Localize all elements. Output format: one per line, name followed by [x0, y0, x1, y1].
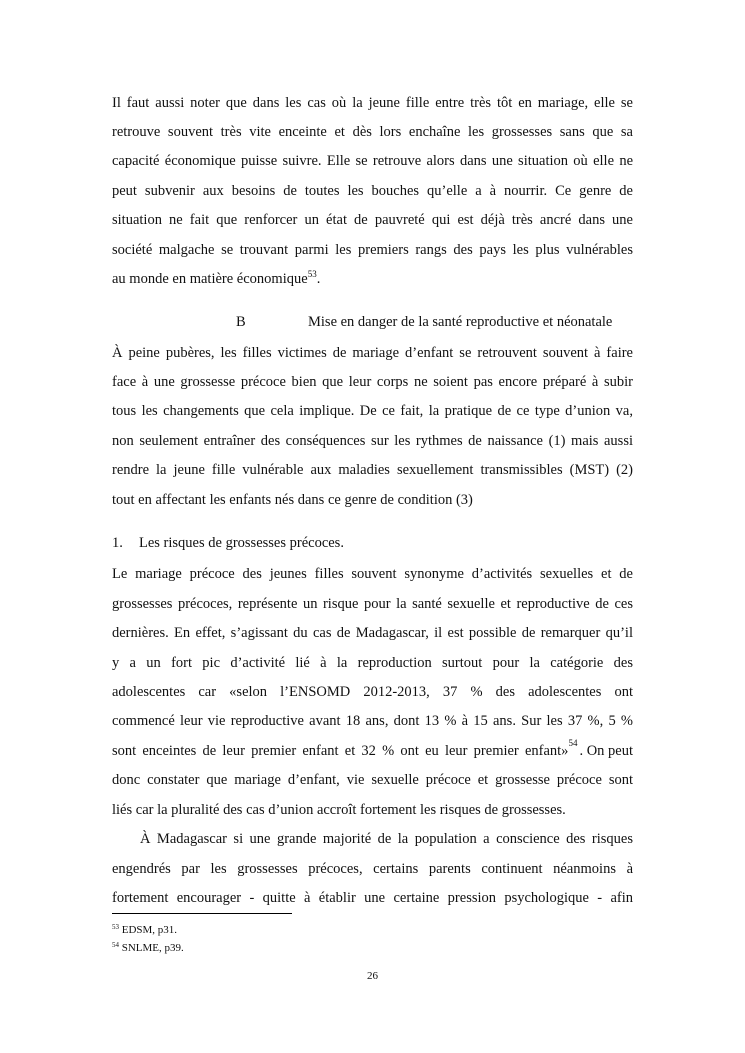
paragraph3-line: Le mariage précoce des jeunes filles souvent synonyme d’activités sexuelles et de: [112, 566, 633, 582]
paragraph3-line: dernières. En effet, s’agissant du cas de Madagascar, il est possible de remarquer qu’il: [112, 625, 633, 641]
page-number: 26: [367, 970, 378, 982]
footnote-text: SNLME, p39.: [121, 942, 184, 954]
paragraph3-line-with-note: [112, 738, 633, 760]
paragraph2-line: tous les changements que cela implique. De ce fait, la pratique de ce type d’union va,: [112, 403, 633, 419]
paragraph2-line: face à une grossesse précoce bien que leur corps ne soient pas encore préparé à subir: [112, 374, 633, 390]
paragraph4-line: engendrés par les grossesses précoces, certains parents continuent néanmoins à: [112, 861, 633, 877]
paragraph2-line: tout en affectant les enfants nés dans ce genre de condition (3): [112, 492, 473, 508]
paragraph1-last-line: [112, 271, 633, 288]
paragraph1-line: situation ne fait que renforcer un état de pauvreté qui est déjà très ancré dans une: [112, 212, 633, 228]
paragraph4-line: fortement encourager - quitte à établir une certaine pression psychologique - afin: [112, 890, 633, 906]
paragraph2-line: À peine pubères, les filles victimes de mariage d’enfant se retrouvent souvent à faire: [112, 345, 633, 361]
paragraph3-line: donc constater que mariage d’enfant, vie sexuelle précoce et grossesse précoce sont: [112, 772, 633, 788]
section-letter: B: [236, 314, 246, 330]
footnote-number: 53: [112, 923, 119, 931]
paragraph3-line: grossesses précoces, représente un risque pour la santé sexuelle et reproductive de ces: [112, 596, 633, 612]
paragraph3-line: y a un fort pic d’activité lié à la reproduction surtout pour la catégorie des: [112, 655, 633, 671]
paragraph2-line: non seulement entraîner des conséquences sur les rythmes de naissance (1) mais aussi: [112, 433, 633, 449]
paragraph1-line-text: au monde en matière économique: [112, 271, 308, 287]
paragraph1-line: capacité économique puisse suivre. Elle se retrouve alors dans une situation où elle ne: [112, 153, 633, 169]
paragraph1-line: société malgache se trouvant parmi les premiers rangs des pays les plus vulnérables: [112, 242, 633, 258]
paragraph1-line: Il faut aussi noter que dans les cas où la jeune fille entre très tôt en mariage, elle se: [112, 95, 633, 111]
footnote-separator: [112, 913, 292, 914]
footnote-ref-54[interactable]: 54: [568, 738, 578, 748]
paragraph3-line-tail: . On peut: [579, 743, 633, 759]
paragraph1-line: peut subvenir aux besoins de toutes les bouches qu’elle a à nourrir. Ce genre de: [112, 183, 633, 199]
subsection-title: Les risques de grossesses précoces.: [139, 535, 344, 551]
footnote-ref-53[interactable]: 53: [307, 269, 317, 279]
paragraph1-line: retrouve souvent très vite enceinte et dès lors enchaîne les grossesses sans que sa: [112, 124, 633, 140]
paragraph3-line: commencé leur vie reproductive avant 18 ans, dont 13 % à 15 ans. Sur les 37 %, 5 %: [112, 713, 633, 729]
footnote-53: [112, 924, 177, 936]
paragraph3-line-text: sont enceintes de leur premier enfant et 32 % ont eu leur premier enfant»: [112, 743, 569, 759]
section-title: Mise en danger de la santé reproductive et néonatale: [308, 314, 613, 330]
paragraph3-line: liés car la pluralité des cas d’union accroît fortement les risques de grossesses.: [112, 802, 566, 818]
paragraph4-line: À Madagascar si une grande majorité de la population a conscience des risques: [140, 831, 633, 847]
footnote-number: 54: [112, 941, 119, 949]
paragraph2-line: rendre la jeune fille vulnérable aux maladies sexuellement transmissibles (MST) (2): [112, 462, 633, 478]
footnote-text: EDSM, p31.: [121, 924, 178, 936]
paragraph3-line: adolescentes car «selon l’ENSOMD 2012-2013, 37 % des adolescentes ont: [112, 684, 633, 700]
footnote-54: [112, 942, 184, 954]
paragraph1-end: .: [316, 271, 321, 287]
subsection-number: 1.: [112, 535, 123, 551]
